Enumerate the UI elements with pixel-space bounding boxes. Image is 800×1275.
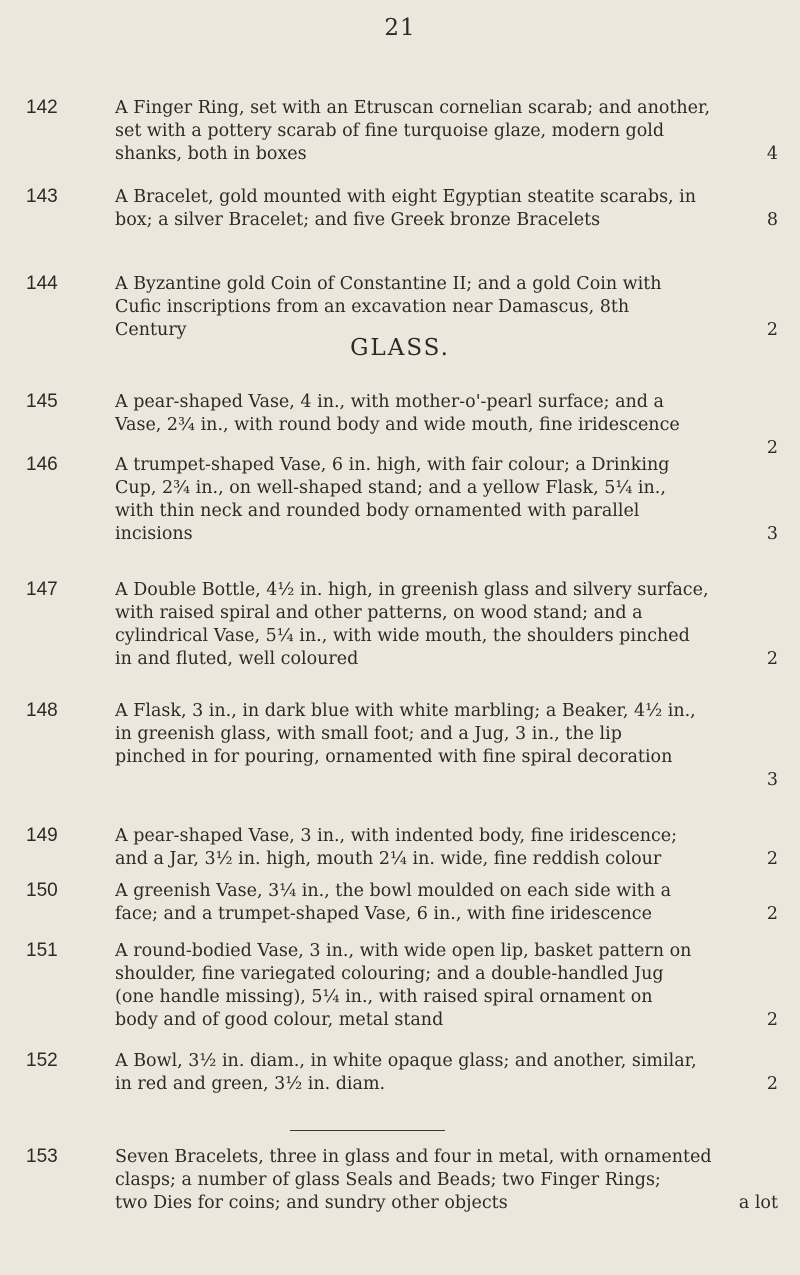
description-line bbox=[115, 319, 790, 342]
description-line bbox=[115, 700, 790, 723]
lot-number: 148 bbox=[26, 700, 58, 721]
lot-number: 152 bbox=[26, 1050, 58, 1071]
line-text: clasps; a number of glass Seals and Beads; two Finger Rings; bbox=[115, 1170, 661, 1190]
description-line bbox=[115, 848, 790, 871]
section-divider bbox=[290, 1130, 445, 1131]
description-line bbox=[115, 414, 790, 437]
description-line bbox=[115, 880, 790, 903]
page-number: 21 bbox=[384, 15, 416, 41]
description-line bbox=[115, 97, 790, 120]
lot-description bbox=[115, 273, 790, 342]
description-line bbox=[115, 391, 790, 414]
line-text: A pear-shaped Vase, 3 in., with indented body, fine iridescence; bbox=[115, 826, 678, 846]
line-text: Cup, 2¾ in., on well-shaped stand; and a yellow Flask, 5¼ in., bbox=[115, 478, 666, 498]
description-line bbox=[115, 723, 790, 746]
line-text: in greenish glass, with small foot; and a Jug, 3 in., the lip bbox=[115, 724, 622, 744]
line-text: A Double Bottle, 4½ in. high, in greenish glass and silvery surface, bbox=[115, 580, 709, 600]
line-text: A pear-shaped Vase, 4 in., with mother-o'-pearl surface; and a bbox=[115, 392, 664, 412]
lot-quantity: 2 bbox=[766, 1010, 778, 1030]
line-text: pinched in for pouring, ornamented with fine spiral decoration bbox=[115, 747, 673, 767]
lot-description bbox=[115, 825, 790, 871]
section-heading-glass: GLASS. bbox=[350, 335, 450, 361]
description-line bbox=[115, 1050, 790, 1073]
lot-description bbox=[115, 579, 790, 671]
line-text: with raised spiral and other patterns, on wood stand; and a bbox=[115, 603, 643, 623]
lot-quantity: 3 bbox=[766, 524, 778, 544]
lot-quantity: 3 bbox=[766, 770, 778, 790]
description-line bbox=[115, 523, 790, 546]
lot-number: 153 bbox=[26, 1146, 58, 1167]
line-text: Century bbox=[115, 320, 187, 340]
description-line bbox=[115, 1073, 790, 1096]
description-line bbox=[115, 120, 790, 143]
description-line bbox=[115, 986, 790, 1009]
description-line bbox=[115, 1192, 790, 1215]
lot-description bbox=[115, 700, 790, 792]
lot-description bbox=[115, 1050, 790, 1096]
lot-quantity: a lot bbox=[738, 1193, 778, 1213]
lot-quantity: 2 bbox=[766, 649, 778, 669]
description-line bbox=[115, 1169, 790, 1192]
lot-quantity: 2 bbox=[766, 320, 778, 340]
description-line bbox=[115, 209, 790, 232]
description-line bbox=[115, 186, 790, 209]
description-line bbox=[115, 602, 790, 625]
lot-number: 146 bbox=[26, 454, 58, 475]
lot-number: 145 bbox=[26, 391, 58, 412]
line-text: and a Jar, 3½ in. high, mouth 2¼ in. wide, fine reddish colour bbox=[115, 849, 662, 869]
lot-number: 151 bbox=[26, 940, 58, 961]
description-line bbox=[115, 746, 790, 769]
description-line bbox=[115, 963, 790, 986]
description-line bbox=[115, 769, 790, 792]
lot-quantity: 2 bbox=[766, 849, 778, 869]
line-text: face; and a trumpet-shaped Vase, 6 in., with fine iridescence bbox=[115, 904, 652, 924]
line-text: A round-bodied Vase, 3 in., with wide open lip, basket pattern on bbox=[115, 941, 692, 961]
lot-number: 147 bbox=[26, 579, 58, 600]
description-line bbox=[115, 625, 790, 648]
line-text: A Bowl, 3½ in. diam., in white opaque glass; and another, similar, bbox=[115, 1051, 697, 1071]
line-text: two Dies for coins; and sundry other objects bbox=[115, 1193, 508, 1213]
line-text: box; a silver Bracelet; and five Greek bronze Bracelets bbox=[115, 210, 601, 230]
line-text: with thin neck and rounded body ornamented with parallel bbox=[115, 501, 640, 521]
lot-description bbox=[115, 454, 790, 546]
lot-description bbox=[115, 1146, 790, 1215]
description-line bbox=[115, 1009, 790, 1032]
description-line bbox=[115, 500, 790, 523]
lot-description bbox=[115, 940, 790, 1032]
lot-quantity: 2 bbox=[766, 1074, 778, 1094]
lot-number: 150 bbox=[26, 880, 58, 901]
description-line bbox=[115, 903, 790, 926]
line-text: in and fluted, well coloured bbox=[115, 649, 359, 669]
line-text: A trumpet-shaped Vase, 6 in. high, with fair colour; a Drinking bbox=[115, 455, 670, 475]
description-line bbox=[115, 273, 790, 296]
line-text: A greenish Vase, 3¼ in., the bowl moulded on each side with a bbox=[115, 881, 672, 901]
description-line bbox=[115, 579, 790, 602]
line-text: Cufic inscriptions from an excavation near Damascus, 8th bbox=[115, 297, 630, 317]
line-text: shanks, both in boxes bbox=[115, 144, 307, 164]
line-text: A Flask, 3 in., in dark blue with white marbling; a Beaker, 4½ in., bbox=[115, 701, 696, 721]
lot-number: 144 bbox=[26, 273, 58, 294]
line-text: in red and green, 3½ in. diam. bbox=[115, 1074, 386, 1094]
description-line bbox=[115, 825, 790, 848]
description-line bbox=[115, 143, 790, 166]
line-text: (one handle missing), 5¼ in., with raised spiral ornament on bbox=[115, 987, 653, 1007]
line-text: A Finger Ring, set with an Etruscan cornelian scarab; and another, bbox=[115, 98, 711, 118]
line-text: cylindrical Vase, 5¼ in., with wide mouth, the shoulders pinched bbox=[115, 626, 690, 646]
lot-quantity: 2 bbox=[766, 904, 778, 924]
description-line bbox=[115, 454, 790, 477]
line-text: shoulder, fine variegated colouring; and a double-handled Jug bbox=[115, 964, 664, 984]
line-text: A Bracelet, gold mounted with eight Egyptian steatite scarabs, in bbox=[115, 187, 697, 207]
line-text: A Byzantine gold Coin of Constantine II; and a gold Coin with bbox=[115, 274, 662, 294]
description-line bbox=[115, 1146, 790, 1169]
line-text: incisions bbox=[115, 524, 193, 544]
line-text: body and of good colour, metal stand bbox=[115, 1010, 444, 1030]
lot-quantity: 4 bbox=[766, 144, 778, 164]
lot-number: 142 bbox=[26, 97, 58, 118]
description-line bbox=[115, 648, 790, 671]
line-text: set with a pottery scarab of fine turquoise glaze, modern gold bbox=[115, 121, 665, 141]
description-line bbox=[115, 940, 790, 963]
description-line bbox=[115, 477, 790, 500]
line-text: Seven Bracelets, three in glass and four in metal, with ornamented bbox=[115, 1147, 712, 1167]
lot-description bbox=[115, 391, 790, 460]
lot-number: 149 bbox=[26, 825, 58, 846]
lot-quantity: 2 bbox=[766, 438, 778, 458]
lot-quantity: 8 bbox=[766, 210, 778, 230]
description-line bbox=[115, 296, 790, 319]
lot-description bbox=[115, 880, 790, 926]
lot-description bbox=[115, 186, 790, 232]
lot-number: 143 bbox=[26, 186, 58, 207]
line-text: Vase, 2¾ in., with round body and wide mouth, fine iridescence bbox=[115, 415, 680, 435]
lot-description bbox=[115, 97, 790, 166]
